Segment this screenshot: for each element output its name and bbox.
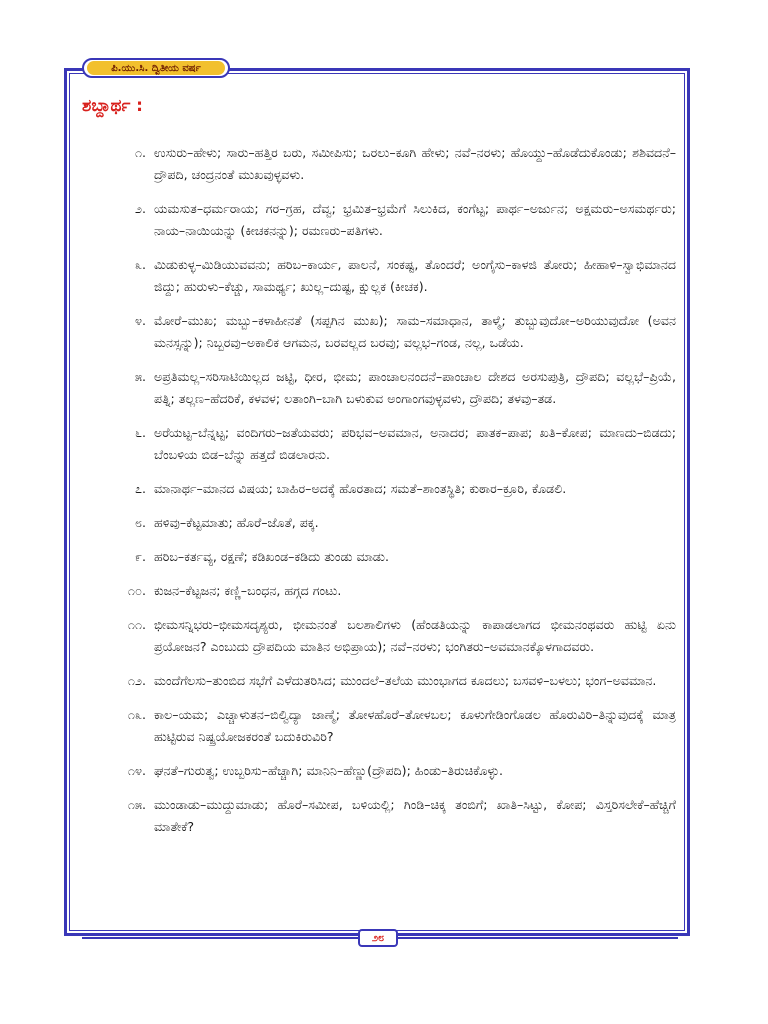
item-text: ಕುಜನ–ಕೆಟ್ಟಜನ; ಕಣ್ಣಿ–ಬಂಧನ, ಹಗ್ಗದ ಗಂಟು. xyxy=(154,583,342,598)
item-text: ಕಾಲ–ಯಮ; ಎಚ್ಚಾಳುತನ–ಬಿಲ್ವಿದ್ಯಾ ಜಾಣ್ಮೆ; ತೋಳಹೊರೆ–ತೋಳಬಲ; ಕೂಳುಗೇಡಿಂಗೊಡಲ ಹೊರುವಿರಿ–ತಿನ್ನುವುದಕ್ಕೆ ಮಾತ್ರ ಹುಟ್ಟಿರುವ ನಿಷ್ಪ್ರಯೋಜಕರಂತೆ ಬದುಕಿರುವಿರಿ? xyxy=(154,707,676,744)
item-text: ಮಂದೆಗೆಲಸು–ತುಂಬಿದ ಸಭೆಗೆ ಎಳೆದುತರಿಸಿದ; ಮುಂದಲೆ–ತಲೆಯ ಮುಂಭಾಗದ ಕೂದಲು; ಬಸವಳಿ–ಬಳಲು; ಭಂಗ–ಅವಮಾನ. xyxy=(154,673,657,688)
item-number: ೧೧. xyxy=(127,617,146,632)
list-item xyxy=(106,614,676,658)
list-item xyxy=(106,704,676,748)
list-item xyxy=(106,198,676,242)
list-item xyxy=(106,580,676,602)
item-text: ಹರಿಬ–ಕರ್ತವ್ಯ, ರಕ್ಷಣೆ; ಕಡಿಖಂಡ–ಕಡಿದು ತುಂಡು ಮಾಡು. xyxy=(154,549,389,564)
list-item xyxy=(106,310,676,354)
list-item xyxy=(106,366,676,410)
list-item xyxy=(106,422,676,466)
item-number: ೧೦. xyxy=(127,583,146,598)
item-number: ೩. xyxy=(134,257,146,272)
item-number: ೯. xyxy=(134,549,146,564)
item-text: ಅರೆಯಟ್ಟ–ಬೆನ್ನಟ್ಟ; ವಂದಿಗರು–ಜತೆಯವರು; ಪರಿಭವ–ಅವಮಾನ, ಅನಾದರ; ಪಾತಕ–ಪಾಪ; ಖತಿ–ಕೋಪ; ಮಾಣದು–ಬಿಡದು; ಬೆಂಬಳಿಯ ಬಿಡ–ಬೆನ್ನು ಹತ್ತದೆ ಬಿಡಲಾರನು. xyxy=(154,425,676,462)
glossary-list xyxy=(106,142,676,850)
list-item xyxy=(106,512,676,534)
item-text: ಘನತೆ–ಗುರುತ್ವ; ಉಬ್ಬರಿಸು–ಹೆಚ್ಚಾಗಿ; ಮಾನಿನಿ–ಹೆಣ್ಣು(ದ್ರೌಪದಿ); ಹಿಂಡು–ತಿರುಚಿಕೊಳ್ಳು. xyxy=(154,763,504,778)
list-item xyxy=(106,546,676,568)
item-number: ೧೫. xyxy=(127,797,146,812)
item-text: ಹಳಿವು–ಕೆಟ್ಟಮಾತು; ಹೊರೆ–ಜೊತೆ, ಪಕ್ಕ. xyxy=(154,515,319,530)
item-number: ೧೨. xyxy=(127,673,146,688)
item-number: ೧೪. xyxy=(127,763,146,778)
page-number: ೨೮ xyxy=(358,929,398,947)
item-text: ಉಸುರು–ಹೇಳು; ಸಾರು–ಹತ್ತಿರ ಬರು, ಸಮೀಪಿಸು; ಒರಲು–ಕೂಗಿ ಹೇಳು; ನವೆ–ನರಳು; ಹೊಯ್ದು–ಹೊಡೆದುಕೊಂಡು; ಶಶಿವದನೆ–ದ್ರೌಪದಿ, ಚಂದ್ರನಂತೆ ಮುಖವುಳ್ಳವಳು. xyxy=(154,145,676,182)
item-text: ಮೋರೆ–ಮುಖ; ಮಬ್ಬು–ಕಳಾಹೀನತೆ (ಸಪ್ಪಗಿನ ಮುಖ); ಸಾಮ–ಸಮಾಧಾನ, ತಾಳ್ಮೆ; ತುಬ್ಬುವುದೋ–ಅರಿಯುವುದೋ (ಅವನ ಮನಸ್ಸನ್ನು); ನಿಬ್ಬರವು–ಅಕಾಲಿಕ ಆಗಮನ, ಬರವಲ್ಲದ ಬರವು; ವಲ್ಲಭ–ಗಂಡ, ನಲ್ಲ, ಒಡೆಯ. xyxy=(154,313,676,350)
list-item xyxy=(106,142,676,186)
list-item xyxy=(106,254,676,298)
list-item xyxy=(106,760,676,782)
list-item xyxy=(106,670,676,692)
item-text: ಯಮಸುತ–ಧರ್ಮರಾಯ; ಗರ–ಗ್ರಹ, ದೆವ್ವ; ಭ್ರಮಿತ–ಭ್ರಮೆಗೆ ಸಿಲುಕಿದ, ಕಂಗೆಟ್ಟ; ಪಾರ್ಥ–ಅರ್ಜುನ; ಅಕ್ಷಮರು–ಅಸಮರ್ಥರು; ನಾಯ–ನಾಯಿಯನ್ನು (ಕೀಚಕನನ್ನು); ರಮಣರು–ಪತಿಗಳು. xyxy=(154,201,676,238)
item-number: ೭. xyxy=(134,481,146,496)
section-title: ಶಬ್ದಾರ್ಥ : xyxy=(82,96,143,116)
item-text: ಮುಂಡಾಡು–ಮುದ್ದುಮಾಡು; ಹೊರೆ–ಸಮೀಪ, ಬಳಿಯಲ್ಲಿ; ಗಿಂಡಿ–ಚಿಕ್ಕ ತಂಬಿಗೆ; ಖಾತಿ–ಸಿಟ್ಟು, ಕೋಪ; ವಿಸ್ತರಿಸಲೇಕೆ–ಹೆಚ್ಚಿಗೆ ಮಾತೇಕೆ? xyxy=(154,797,676,834)
item-number: ೪. xyxy=(134,313,146,328)
item-text: ಭೀಮಸನ್ನಿಭರು–ಭೀಮಸದೃಶ್ಯರು, ಭೀಮನಂತೆ ಬಲಶಾಲಿಗಳು (ಹೆಂಡತಿಯನ್ನು ಕಾಪಾಡಲಾಗದ ಭೀಮನಂಥವರು ಹುಟ್ಟಿ ಏನು ಪ್ರಯೋಜನ? ಎಂಬುದು ದ್ರೌಪದಿಯ ಮಾತಿನ ಅಭಿಪ್ರಾಯ); ನವೆ–ನರಳು; ಭಂಗಿತರು–ಅವಮಾನಕ್ಕೊಳಗಾದವರು. xyxy=(154,617,676,654)
item-number: ೬. xyxy=(134,425,146,440)
item-text: ಮಿಡುಕುಳ್ಳ–ಮಿಡಿಯುವವನು; ಹರಿಬ–ಕಾರ್ಯ, ಪಾಲನೆ, ಸಂಕಷ್ಟ, ತೊಂದರೆ; ಅಂಗೈಸು–ಕಾಳಜಿ ತೋರು; ಹೀಹಾಳಿ–ಸ್ವಾಭಿಮಾನದ ಜಿದ್ದು; ಹುರುಳು–ಕೆಚ್ಚು, ಸಾಮರ್ಥ್ಯ; ಖುಲ್ಲ–ದುಷ್ಟ, ಕ್ಷುಲ್ಲಕ (ಕೀಚಕ). xyxy=(154,257,676,294)
item-text: ಅಪ್ರತಿಮಲ್ಲ–ಸರಿಸಾಟಿಯಿಲ್ಲದ ಜಟ್ಟಿ, ಧೀರ, ಭೀಮ; ಪಾಂಚಾಲನಂದನೆ–ಪಾಂಚಾಲ ದೇಶದ ಅರಸುಪುತ್ರಿ, ದ್ರೌಪದಿ; ವಲ್ಲಭೆ–ಪ್ರಿಯೆ, ಪತ್ನಿ; ತಲ್ಲಣ–ಹೆದರಿಕೆ, ಕಳವಳ; ಲತಾಂಗಿ–ಬಾಗಿ ಬಳುಕುವ ಅಂಗಾಂಗವುಳ್ಳವಳು, ದ್ರೌಪದಿ; ತಳವು–ತಡ. xyxy=(154,369,676,406)
item-number: ೧೩. xyxy=(127,707,146,722)
header-title: ಪಿ.ಯು.ಸಿ. ದ್ವಿತೀಯ ವರ್ಷ xyxy=(87,61,225,75)
item-number: ೫. xyxy=(134,369,146,384)
item-number: ೨. xyxy=(134,201,146,216)
item-number: ೧. xyxy=(134,145,146,160)
list-item xyxy=(106,478,676,500)
header-tab xyxy=(82,58,230,78)
item-number: ೮. xyxy=(134,515,146,530)
list-item xyxy=(106,794,676,838)
item-text: ಮಾನಾರ್ಥ–ಮಾನದ ವಿಷಯ; ಬಾಹಿರ–ಅದಕ್ಕೆ ಹೊರತಾದ; ಸಮತೆ–ಶಾಂತಸ್ಥಿತಿ; ಕುಠಾರ–ಕ್ರೂರಿ, ಕೊಡಲಿ. xyxy=(154,481,567,496)
